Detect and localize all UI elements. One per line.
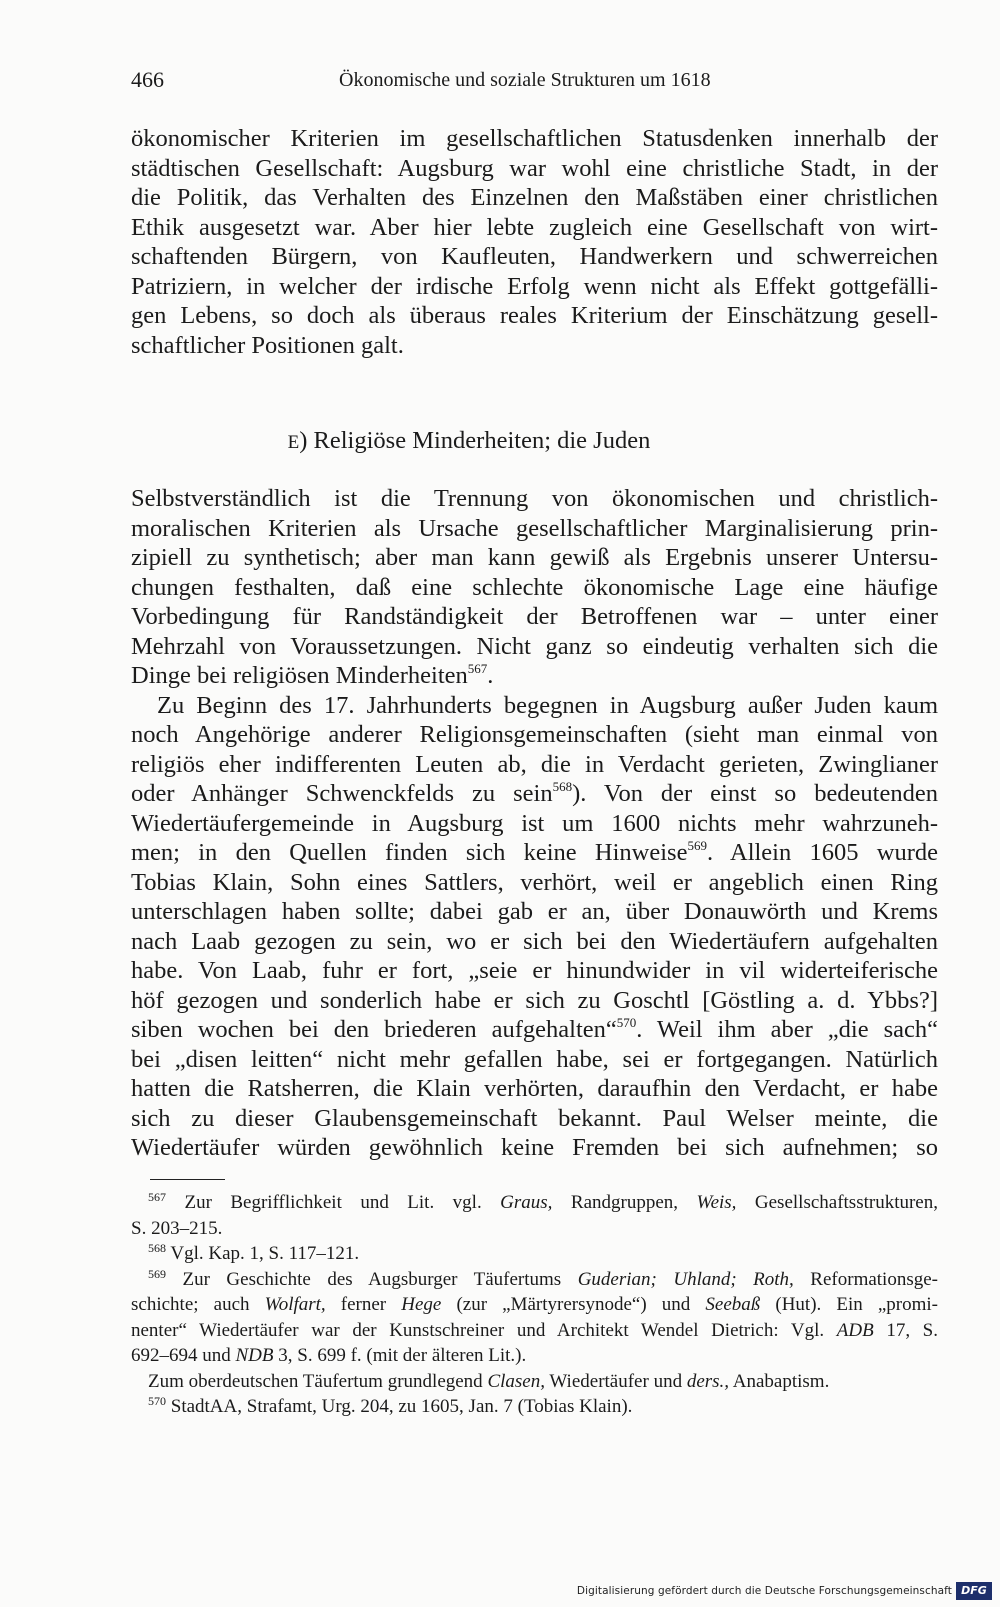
text-line: Patriziern, in welcher der irdische Erfolg wenn nicht als Effekt gottgefälli- [131, 272, 938, 300]
text-line: städtischen Gesellschaft: Augsburg war wohl eine christliche Stadt, in der [131, 154, 938, 182]
footnotes [131, 1190, 938, 1420]
text-line: zipiell zu synthetisch; aber man kann gewiß als Ergebnis unserer Untersu- [131, 544, 938, 571]
text-line: Ethik ausgesetzt war. Aber hier lebte zugleich eine Gesellschaft von wirt- [131, 213, 938, 241]
text-line: sich zu dieser Glaubensgemeinschaft bekannt. Paul Welser meinte, die [131, 1104, 938, 1132]
text-segment: Zu Beginn des 17. Jahrhunderts begegnen in Augsburg außer Juden kaum [157, 691, 938, 719]
text-segment: ). Von der einst so bedeutenden [572, 780, 938, 807]
footnote-569 [131, 1267, 938, 1293]
text-segment: Randgruppen, [552, 1192, 697, 1213]
footnote-570 [131, 1394, 938, 1420]
paragraph-2 [131, 484, 938, 1163]
author-name: Graus, [500, 1192, 553, 1213]
footnote-ref-569[interactable]: 569 [687, 838, 707, 853]
text-line: höf gezogen und sonderlich habe er sich zu Goschtl [Göstling a. d. Ybbs?] [131, 986, 938, 1014]
text-line [131, 1015, 938, 1045]
text-line [131, 661, 938, 691]
text-segment: nenter“ Wiedertäufer war der Kunstschreiner und Architekt Wendel Dietrich: Vgl. [131, 1319, 837, 1341]
author-name: Guderian; Uhland; Roth, [577, 1268, 794, 1290]
text-segment: . [487, 662, 494, 689]
text-line: schaftlicher Positionen galt. [131, 331, 404, 359]
text-segment: StadtAA, Strafamt, Urg. 204, zu 1605, Jan. 7 (Tobias Klain). [166, 1396, 633, 1417]
text-segment: schichte; auch [131, 1294, 265, 1315]
text-segment: Anabaptism. [729, 1370, 830, 1392]
text-segment: oder Anhänger Schwenckfelds zu sein [131, 780, 553, 807]
text-segment: 3, S. 699 f. (mit der älteren Lit.). [273, 1345, 527, 1366]
text-segment: Reformationsge- [793, 1268, 938, 1290]
reference-work: NDB [235, 1345, 274, 1366]
text-segment: . Weil ihm aber „die sach“ [636, 1016, 938, 1043]
text-line [131, 779, 938, 809]
text-segment: 17, S. [873, 1319, 938, 1341]
text-segment: men; in den Quellen finden sich keine Hinweise [131, 839, 688, 866]
text-line: bei „disen leitten“ nicht mehr gefallen habe, sei er fortgegangen. Natürlich [131, 1045, 938, 1073]
footnote-number: 567 [148, 1190, 166, 1204]
reference-work: ADB [836, 1319, 874, 1341]
text-segment: ferner [325, 1294, 402, 1315]
text-segment: (zur „Märtyrersynode“) und [441, 1294, 706, 1315]
text-line: gen Lebens, so doch als überaus reales Kriterium der Einschätzung gesell- [131, 302, 938, 329]
text-line: schaftenden Bürgern, von Kaufleuten, Handwerkern und schwerreichen [131, 243, 938, 270]
section-letter: E [287, 432, 300, 453]
footnote-567 [131, 1190, 938, 1216]
footnote-ref-570[interactable]: 570 [616, 1015, 637, 1030]
dfg-logo: DFG [956, 1582, 992, 1600]
text-line: noch Angehörige anderer Religionsgemeinschaften (sieht man einmal von [131, 721, 938, 748]
text-segment: siben wochen bei den briederen aufgehalten“ [131, 1016, 617, 1043]
text-segment: Dinge bei religiösen Minderheiten [131, 662, 468, 689]
text-line: unterschlagen haben sollte; dabei gab er an, über Donauwörth und Krems [131, 898, 938, 925]
text-line: moralischen Kriterien als Ursache gesellschaftlicher Marginalisierung prin- [131, 514, 938, 542]
text-segment: Zur Geschichte des Augsburger Täufertums [166, 1268, 578, 1290]
footnote-567-cont: S. 203–215. [131, 1217, 223, 1239]
paragraph-1 [131, 124, 938, 360]
author-name: Wolfart, [264, 1294, 326, 1315]
digitization-credit: Digitalisierung gefördert durch die Deutsche Forschungsgemeinschaft [576, 1585, 952, 1597]
author-name: ders., [686, 1370, 730, 1392]
footnote-569-line [131, 1292, 938, 1318]
footnote-number: 568 [148, 1241, 166, 1255]
text-line: Vorbedingung für Randständigkeit der Betroffenen war – unter einer [131, 603, 938, 630]
text-line [131, 838, 938, 868]
footnote-number: 570 [148, 1394, 166, 1408]
author-name: Weis, [696, 1192, 737, 1213]
text-line: ökonomischer Kriterien im gesellschaftlichen Statusdenken innerhalb der [131, 125, 938, 152]
footnote-ref-567[interactable]: 567 [467, 661, 488, 676]
text-line: Tobias Klain, Sohn eines Sattlers, verhört, weil er angeblich einen Ring [131, 868, 938, 896]
running-title: Ökonomische und soziale Strukturen um 1618 [339, 69, 711, 91]
author-name: Seebaß [705, 1294, 761, 1315]
text-line: Selbstverständlich ist die Trennung von ökonomischen und christlich- [131, 485, 938, 512]
text-line: nach Laab gezogen zu sein, wo er sich bei den Wiedertäufern aufgehalten [131, 927, 938, 955]
text-line: Mehrzahl von Voraussetzungen. Nicht ganz so eindeutig verhalten sich die [131, 632, 938, 660]
section-title: ) Religiöse Minderheiten; die Juden [299, 427, 651, 454]
text-segment: Gesellschaftsstrukturen, [736, 1192, 938, 1213]
text-segment: Vgl. Kap. 1, S. 117–121. [166, 1243, 360, 1264]
footnote-number: 569 [148, 1266, 166, 1281]
text-line: die Politik, das Verhalten des Einzelnen den Maßstäben einer christlichen [131, 184, 938, 211]
text-segment: Wiedertäufer und [544, 1370, 687, 1392]
page-number: 466 [131, 67, 164, 92]
text-line [131, 691, 938, 721]
footnote-569-line [131, 1343, 938, 1369]
author-name: Hege [401, 1294, 442, 1315]
footnote-569-line [131, 1369, 938, 1395]
text-line: Wiedertäufergemeinde in Augsburg ist um 1600 nichts mehr wahrzuneh- [131, 809, 938, 837]
text-line: Wiedertäufer würden gewöhnlich keine Fremden bei sich aufnehmen; so [131, 1134, 938, 1161]
text-segment: Zur Begrifflichkeit und Lit. vgl. [166, 1192, 501, 1213]
footnote-569-line [131, 1318, 938, 1344]
text-segment: . Allein 1605 wurde [706, 839, 938, 866]
footnote-568 [131, 1241, 938, 1267]
text-line: hatten die Ratsherren, die Klain verhörten, daraufhin den Verdacht, er habe [131, 1075, 938, 1102]
running-header [131, 67, 741, 99]
author-name: Clasen, [487, 1370, 545, 1392]
footnote-separator [150, 1179, 225, 1180]
text-segment: Zum oberdeutschen Täufertum grundlegend [148, 1370, 488, 1392]
text-segment: (Hut). Ein „promi- [760, 1294, 938, 1315]
text-segment: 692–694 und [131, 1345, 236, 1366]
text-line: chungen festhalten, daß eine schlechte ökonomische Lage eine häufige [131, 573, 938, 601]
footnote-ref-568[interactable]: 568 [552, 779, 573, 794]
text-line: religiös eher indifferenten Leuten ab, die in Verdacht gerieten, Zwinglianer [131, 750, 938, 778]
text-line: habe. Von Laab, fuhr er fort, „seie er hinundwider in vil widerteiferische [131, 957, 938, 984]
section-heading [0, 427, 938, 455]
